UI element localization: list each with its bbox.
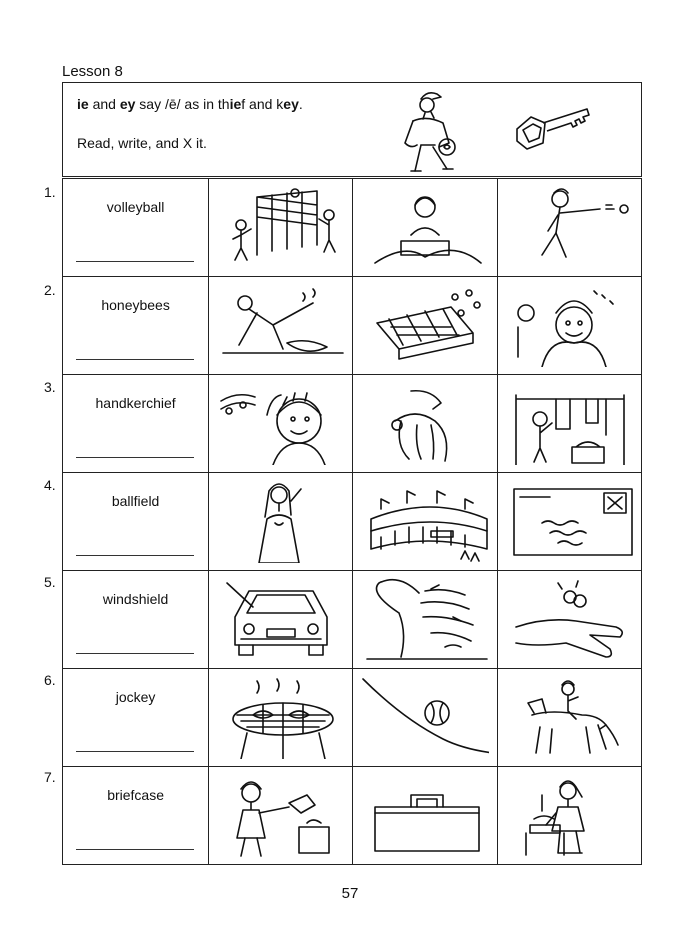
rule-part: ey [283, 96, 299, 112]
word-cell [63, 571, 209, 669]
picture-choice[interactable] [209, 571, 353, 669]
rule-part: ey [119, 96, 136, 112]
page-number: 57 [341, 885, 359, 902]
picture-choice[interactable] [497, 571, 641, 669]
vocabulary-word: briefcase [107, 787, 164, 803]
rule-part: and [88, 96, 120, 112]
instruction-text: Read, write, and X it. [77, 135, 207, 151]
vocabulary-word: honeybees [101, 297, 170, 313]
child-in-sandbox-illustration [361, 185, 489, 269]
picture-choice[interactable] [209, 669, 353, 767]
row-number: 7. [44, 769, 56, 785]
write-in-blank[interactable] [76, 751, 194, 752]
picture-choice[interactable] [497, 473, 641, 571]
bee-on-hand-illustration [506, 577, 634, 661]
picture-choice[interactable] [353, 473, 497, 571]
vocabulary-word: windshield [102, 591, 169, 607]
picture-choice[interactable] [497, 767, 641, 865]
exercise-row [63, 571, 642, 669]
picture-choice[interactable] [497, 179, 641, 277]
picture-choice[interactable] [209, 375, 353, 473]
write-in-blank[interactable] [76, 261, 194, 262]
picture-choice[interactable] [209, 473, 353, 571]
header-box [62, 82, 642, 177]
exercise-row [63, 669, 642, 767]
vocabulary-word: ballfield [111, 493, 160, 509]
picture-choice[interactable] [497, 669, 641, 767]
key-illustration [511, 105, 593, 151]
laundry-line-illustration [506, 381, 634, 465]
write-in-blank[interactable] [76, 653, 194, 654]
exercise-row [63, 767, 642, 865]
picture-choice[interactable] [353, 277, 497, 375]
picture-choice[interactable] [497, 277, 641, 375]
picture-choice[interactable] [209, 767, 353, 865]
postcard-illustration [506, 479, 634, 563]
word-cell [63, 277, 209, 375]
row-number: 3. [44, 379, 56, 395]
row-number: 1. [44, 184, 56, 200]
vocabulary-word: handkerchief [95, 395, 176, 411]
picture-choice[interactable] [353, 375, 497, 473]
thief-illustration [381, 87, 481, 173]
exercise-row [63, 375, 642, 473]
rule-part: . [298, 96, 303, 112]
picture-choice[interactable] [353, 669, 497, 767]
hand-with-cloth-illustration [361, 381, 489, 465]
picture-choice[interactable] [209, 179, 353, 277]
row-number: 6. [44, 671, 56, 688]
row-number: 4. [44, 476, 56, 493]
write-in-blank[interactable] [76, 359, 194, 360]
stadium-illustration [361, 479, 489, 563]
vocabulary-word: jockey [115, 689, 156, 705]
word-cell [63, 179, 209, 277]
person-falling-illustration [217, 283, 345, 367]
girl-grilling-illustration [217, 773, 345, 857]
word-cell [63, 669, 209, 767]
car-illustration [217, 577, 345, 661]
write-in-blank[interactable] [76, 555, 194, 556]
girl-cooking-illustration [506, 773, 634, 857]
picture-choice[interactable] [353, 571, 497, 669]
ball-rolling-down-hill-illustration [361, 675, 489, 759]
bride-illustration [217, 479, 345, 563]
jockey-on-horse-illustration [506, 675, 634, 759]
write-in-blank[interactable] [76, 457, 194, 458]
row-number: 2. [44, 281, 56, 298]
bees-around-girl-illustration [506, 283, 634, 367]
row-number: 5. [44, 574, 56, 590]
windy-tree-illustration [361, 577, 489, 661]
vocabulary-word: volleyball [106, 199, 165, 215]
exercise-grid [62, 178, 642, 865]
exercise-row [63, 277, 642, 375]
rule-part: ie [229, 96, 242, 112]
rule-part: say /ē/ as in th [135, 96, 230, 112]
briefcase-illustration [361, 773, 489, 857]
picture-choice[interactable] [353, 179, 497, 277]
barbecue-grill-illustration [217, 675, 345, 759]
picture-choice[interactable] [497, 375, 641, 473]
volleyball-game-illustration [217, 185, 345, 269]
write-in-blank[interactable] [76, 849, 194, 850]
exercise-row [63, 179, 642, 277]
exercise-row [63, 473, 642, 571]
rule-part: f and k [241, 96, 284, 112]
boy-singing-illustration [217, 381, 345, 465]
honeycomb-with-bees-illustration [361, 283, 489, 367]
phonics-rule [77, 96, 303, 112]
word-cell [63, 767, 209, 865]
lesson-label: Lesson 8 [62, 63, 123, 80]
boy-throwing-ball-illustration [506, 185, 634, 269]
word-cell [63, 473, 209, 571]
word-cell [63, 375, 209, 473]
picture-choice[interactable] [353, 767, 497, 865]
picture-choice[interactable] [209, 277, 353, 375]
rule-part: ie [77, 96, 89, 112]
